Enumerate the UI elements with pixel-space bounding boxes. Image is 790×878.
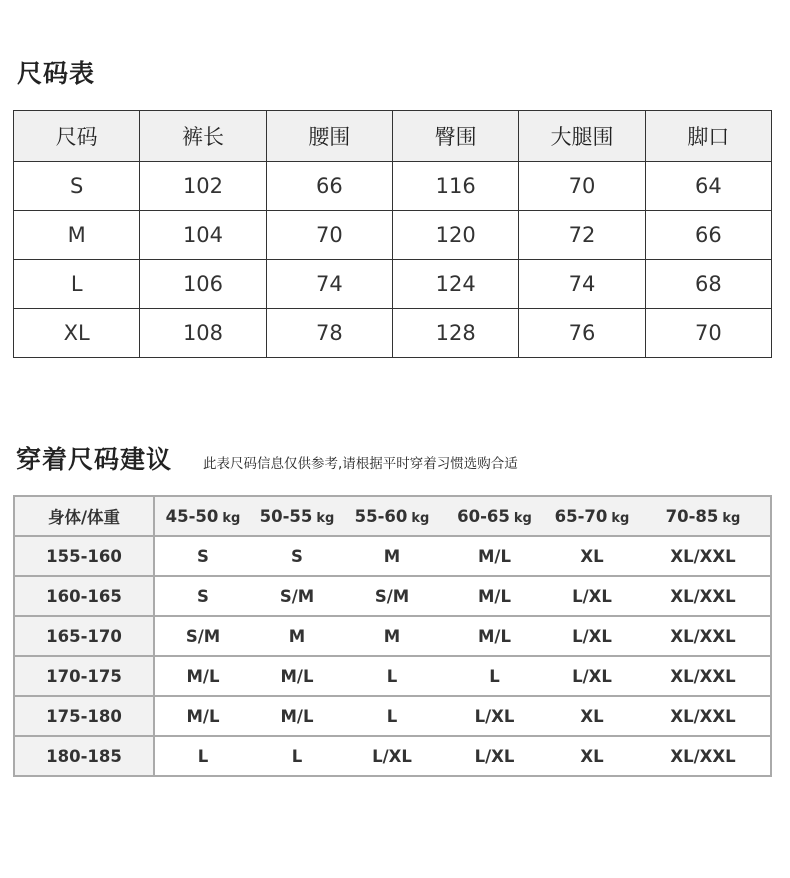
table-cell: 78	[266, 309, 392, 358]
table-cell: 74	[266, 260, 392, 309]
table-cell: 102	[140, 162, 266, 211]
table-cell: 116	[392, 162, 518, 211]
table-cell: S	[14, 162, 140, 211]
weight-header	[251, 496, 343, 536]
recommended-size: S/M	[343, 576, 441, 616]
table-cell: 66	[645, 211, 771, 260]
table-cell: 70	[645, 309, 771, 358]
recommended-size: S/M	[154, 616, 251, 656]
size-chart-title: 尺码表	[17, 59, 96, 88]
size-chart-row	[14, 260, 772, 309]
table-cell: L	[14, 260, 140, 309]
recommended-size: L	[343, 656, 441, 696]
header-cell-waist: 腰围	[266, 111, 392, 162]
recommended-size: L/XL	[441, 696, 548, 736]
recommended-size: XL/XXL	[636, 616, 771, 656]
recommended-size: L/XL	[441, 736, 548, 776]
recommended-size: L	[343, 696, 441, 736]
recommended-size: XL/XXL	[636, 576, 771, 616]
recommended-size: M/L	[251, 696, 343, 736]
recommended-size: M	[343, 536, 441, 576]
recommended-size: L/XL	[343, 736, 441, 776]
height-range: 165-170	[14, 616, 154, 656]
table-cell: 120	[392, 211, 518, 260]
recommended-size: M/L	[154, 656, 251, 696]
recommended-size: L/XL	[548, 656, 636, 696]
weight-unit: kg	[513, 510, 532, 526]
recommended-size: XL/XXL	[636, 696, 771, 736]
fit-guide-note: 此表尺码信息仅供参考,请根据平时穿着习惯选购合适	[203, 456, 518, 472]
header-cell-hip: 臀围	[392, 111, 518, 162]
fit-guide-row	[14, 576, 771, 616]
weight-range: 45-50	[165, 506, 219, 526]
recommended-size: M/L	[441, 536, 548, 576]
weight-unit: kg	[611, 510, 630, 526]
weight-range: 50-55	[259, 506, 313, 526]
weight-range: 60-65	[457, 506, 510, 526]
height-range: 155-160	[14, 536, 154, 576]
height-range: 170-175	[14, 656, 154, 696]
weight-range: 70-85	[665, 506, 719, 526]
size-chart-row	[14, 162, 772, 211]
header-cell-pants-length: 裤长	[140, 111, 266, 162]
recommended-size: M/L	[441, 576, 548, 616]
height-range: 175-180	[14, 696, 154, 736]
table-cell: 108	[140, 309, 266, 358]
table-cell: 68	[645, 260, 771, 309]
corner-label: 身体/体重	[14, 496, 154, 536]
fit-guide-row	[14, 736, 771, 776]
height-range: 160-165	[14, 576, 154, 616]
fit-guide-row	[14, 616, 771, 656]
recommended-size: L	[154, 736, 251, 776]
recommended-size: M	[251, 616, 343, 656]
header-cell-size: 尺码	[14, 111, 140, 162]
weight-header	[636, 496, 771, 536]
fit-guide-title: 穿着尺码建议	[16, 445, 173, 474]
recommended-size: XL/XXL	[636, 536, 771, 576]
recommended-size: M/L	[251, 656, 343, 696]
fit-guide-table	[13, 495, 772, 777]
recommended-size: M	[343, 616, 441, 656]
recommended-size: L	[251, 736, 343, 776]
table-cell: 74	[519, 260, 645, 309]
weight-unit: kg	[316, 510, 335, 526]
table-cell: 72	[519, 211, 645, 260]
table-cell: 76	[519, 309, 645, 358]
weight-unit: kg	[722, 510, 741, 526]
recommended-size: S	[154, 576, 251, 616]
size-chart-row	[14, 211, 772, 260]
fit-guide-row	[14, 536, 771, 576]
weight-unit: kg	[222, 510, 241, 526]
table-cell: 106	[140, 260, 266, 309]
recommended-size: S/M	[251, 576, 343, 616]
recommended-size: L	[441, 656, 548, 696]
size-chart-table	[13, 110, 772, 358]
size-chart-header-row	[14, 111, 772, 162]
recommended-size: S	[251, 536, 343, 576]
size-chart-row	[14, 309, 772, 358]
height-range: 180-185	[14, 736, 154, 776]
weight-header	[548, 496, 636, 536]
table-cell: M	[14, 211, 140, 260]
fit-guide-header-row	[14, 496, 771, 536]
header-cell-thigh: 大腿围	[519, 111, 645, 162]
table-cell: 128	[392, 309, 518, 358]
weight-header	[343, 496, 441, 536]
weight-header	[154, 496, 251, 536]
table-cell: 104	[140, 211, 266, 260]
fit-guide-row	[14, 696, 771, 736]
recommended-size: S	[154, 536, 251, 576]
table-cell: 70	[266, 211, 392, 260]
weight-range: 55-60	[354, 506, 408, 526]
recommended-size: M/L	[154, 696, 251, 736]
header-cell-leg-opening: 脚口	[645, 111, 771, 162]
weight-range: 65-70	[554, 506, 608, 526]
weight-header	[441, 496, 548, 536]
recommended-size: XL/XXL	[636, 736, 771, 776]
recommended-size: L/XL	[548, 576, 636, 616]
recommended-size: XL	[548, 696, 636, 736]
recommended-size: M/L	[441, 616, 548, 656]
table-cell: 66	[266, 162, 392, 211]
table-cell: 70	[519, 162, 645, 211]
table-cell: 124	[392, 260, 518, 309]
recommended-size: XL	[548, 536, 636, 576]
recommended-size: XL	[548, 736, 636, 776]
table-cell: XL	[14, 309, 140, 358]
weight-unit: kg	[411, 510, 430, 526]
table-cell: 64	[645, 162, 771, 211]
recommended-size: L/XL	[548, 616, 636, 656]
recommended-size: XL/XXL	[636, 656, 771, 696]
fit-guide-row	[14, 656, 771, 696]
